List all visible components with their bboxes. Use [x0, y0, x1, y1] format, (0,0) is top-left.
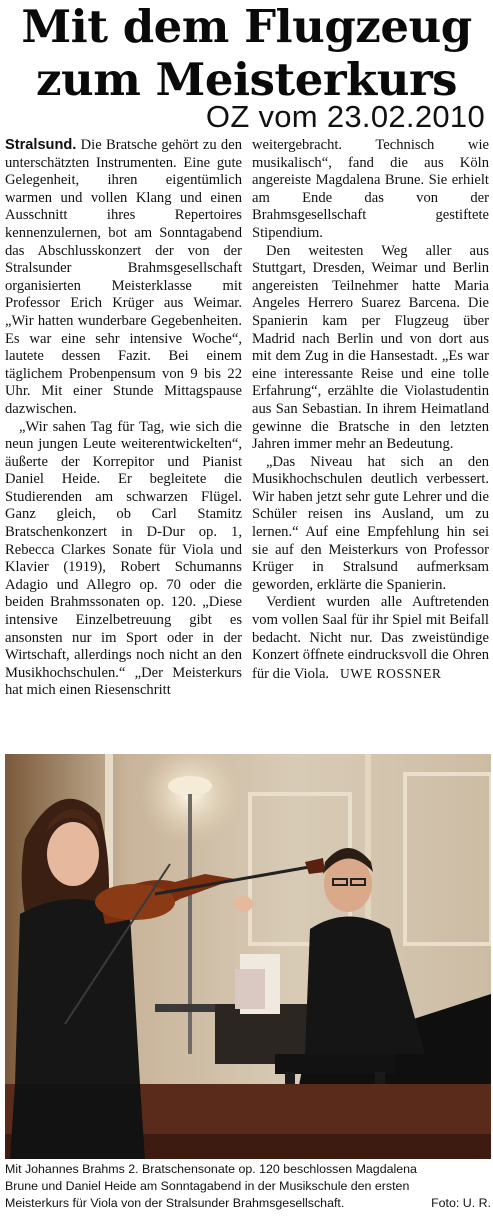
paragraph-text: Verdient wurden alle Auftretenden vom vollen Saal für ihr Spiel mit Beifall bedacht. Nicht nur. Das zweistündige Konzert öffnete eindrucksvoll die Ohren für die Viola.	[252, 594, 489, 682]
caption-last-line	[5, 1195, 491, 1212]
article-column-left	[5, 137, 242, 737]
article-paragraph: weitergebracht. Technisch wie musikalisch“, fand die aus Köln angereiste Magdalena Brune. Sie erhielt am Ende das von der Brahmsgesellschaft gestiftete Stipendium.	[252, 137, 489, 241]
photo-credit: Foto: U. R.	[431, 1196, 491, 1210]
author-byline: UWE ROSSNER	[340, 665, 442, 681]
headline-line-1: Mit dem Flugzeug	[21, 0, 472, 53]
concert-photo	[5, 754, 491, 1159]
article-paragraph: „Wir sahen Tag für Tag, wie sich die neun jungen Leute weiterentwickelten“, äußerte der Korrepitor und Pianist Daniel Heide. Er begleitete die Studierenden am schwarzen Flügel. Ganz gleich, ob Carl Stamitz Bratschenkonzert in D-Dur op. 1, Rebecca Clarkes Sonate für Viola und Klavier (1919), Robert Schumanns Adagio und Allegro op. 70 oder die beiden Brahmssonaten op. 120. „Diese intensive Einzelbetreuung gibt es ansonsten nur im Sport oder in der Wirtschaft, allerdings noch nicht an den Musikhochschulen.“ „Der Meisterkurs hat mich einen Riesenschritt	[5, 418, 242, 699]
photo-caption	[5, 1161, 491, 1212]
article-column-right	[252, 137, 489, 737]
dateline: OZ vom 23.02.2010	[205, 99, 485, 134]
article-paragraph: „Das Niveau hat sich an den Musikhochschulen deutlich verbessert. Wir haben jetzt sehr gute Lehrer und die Schüler reisen ins Ausland, um zu lernen.“ Auf eine Empfehlung hin sei sie auf den Meisterkurs von Professor Krüger in Stralsund aufmerksam geworden, erklärte die Spanierin.	[252, 453, 489, 593]
caption-line: Meisterkurs für Viola von der Stralsunder Brahmsgesellschaft.	[5, 1196, 345, 1210]
article-paragraph	[252, 594, 489, 683]
article-paragraph: Den weitesten Weg aller aus Stuttgart, Dresden, Weimar und Berlin angereisten Teilnehmer hatte Maria Angeles Herrero Suarez Barcena. Die Spanierin kam per Flugzeug über Madrid nach Berlin und von dort aus mit dem Zug in die Hansestadt. „Es war eine interessante Reise und eine tolle Erfahrung“, erzählte die Violastudentin aus San Sebastian. In ihrem Heimatland gewinne die Bratsche in den letzten Jahren immer mehr an Bedeutung.	[252, 242, 489, 453]
caption-line: Brune und Daniel Heide am Sonntagabend in der Musikschule den ersten	[5, 1179, 410, 1193]
paragraph-text: Die Bratsche gehört zu den unterschätzten Instrumenten. Eine gute Gelegenheit, ihren eigentümlich warmen und vollen Klang und einen Ausschnitt ihres Repertoires kennenzulernen, bot am Sonntagabend das Abschlusskonzert der von der Stralsunder Brahmsgesellschaft organisierten Meisterklasse mit Professor Erich Krüger aus Weimar. „Wir hatten wunderbare Gegebenheiten. Es war eine sehr intensive Woche“, lautete dessen Fazit. Bei einem täglichem Probenpensum von 9 bis 22 Uhr. Mit einer Stunde Mittagspause dazwischen.	[5, 137, 242, 417]
article-paragraph	[5, 137, 242, 419]
lead-word: Stralsund.	[5, 137, 77, 153]
caption-line: Mit Johannes Brahms 2. Bratschensonate op. 120 beschlossen Magdalena	[5, 1162, 417, 1176]
headline-line-2: zum Meisterkurs	[36, 53, 457, 106]
